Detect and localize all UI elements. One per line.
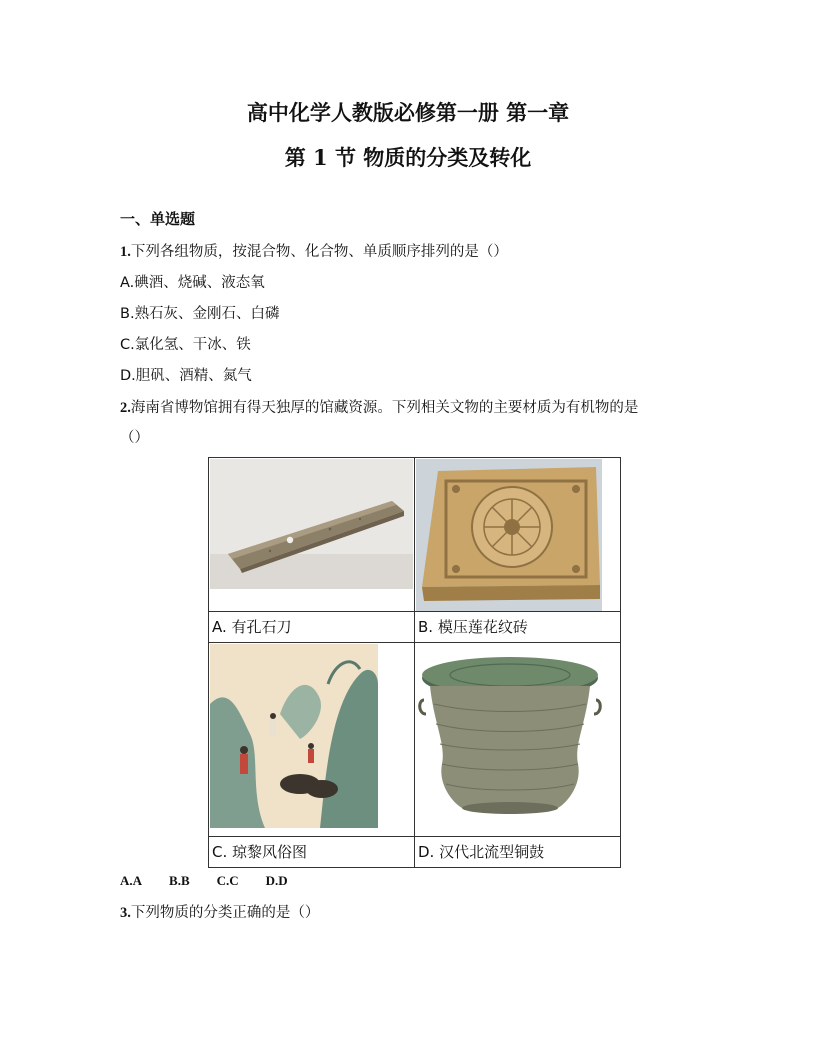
- cell-b-image: [415, 458, 621, 612]
- q1-option-d: [120, 364, 252, 385]
- question-2-cont: （）: [120, 430, 149, 446]
- cell-d-image: [415, 643, 621, 837]
- bronze-drum-image: [416, 644, 602, 824]
- q1-option-c: [120, 333, 251, 354]
- q2-answer-choices: [120, 873, 315, 889]
- answer-choice-d: D.D: [265, 873, 288, 888]
- question-number: 3.: [120, 905, 131, 921]
- question-2: [120, 396, 638, 417]
- question-number: 2.: [120, 400, 131, 416]
- stone-knife-image: [210, 459, 413, 589]
- artifact-table: [208, 457, 621, 868]
- option-letter: C.: [120, 337, 135, 353]
- q1-option-a: [120, 271, 265, 292]
- caption-a: A. 有孔石刀: [209, 612, 415, 643]
- page-title: 高中化学人教版必修第一册 第一章: [246, 100, 570, 125]
- answer-choice-a: A.A: [120, 873, 143, 888]
- painting-image: [210, 644, 378, 828]
- option-letter: D.: [120, 368, 136, 384]
- caption-c: C. 琼黎风俗图: [209, 837, 415, 868]
- lotus-brick-image: [416, 459, 602, 611]
- question-text: 下列各组物质，按混合物、化合物、单质顺序排列的是（）: [130, 244, 508, 260]
- option-text: 胆矾、酒精、氮气: [135, 368, 252, 384]
- cell-a-image: [209, 458, 415, 612]
- question-text: 海南省博物馆拥有得天独厚的馆藏资源。下列相关文物的主要材质为有机物的是: [130, 400, 639, 416]
- q1-option-b: [120, 302, 280, 323]
- caption-d: D. 汉代北流型铜鼓: [415, 837, 621, 868]
- question-1: [120, 240, 508, 261]
- cell-c-image: [209, 643, 415, 837]
- page-subtitle: 第 1 节 物质的分类及转化: [284, 145, 532, 170]
- question-3: [120, 901, 319, 922]
- caption-b: B. 模压莲花纹砖: [415, 612, 621, 643]
- option-text: 碘酒、烧碱、液态氧: [134, 275, 265, 291]
- option-text: 氯化氢、干冰、铁: [134, 337, 251, 353]
- option-text: 熟石灰、金刚石、白磷: [134, 306, 280, 322]
- option-letter: A.: [120, 275, 135, 291]
- question-number: 1.: [120, 244, 131, 260]
- option-letter: B.: [120, 306, 135, 322]
- answer-choice-c: C.C: [216, 873, 239, 888]
- section-heading: 一、单选题: [120, 210, 196, 228]
- question-text: 下列物质的分类正确的是（）: [130, 905, 320, 921]
- answer-choice-b: B.B: [169, 873, 190, 888]
